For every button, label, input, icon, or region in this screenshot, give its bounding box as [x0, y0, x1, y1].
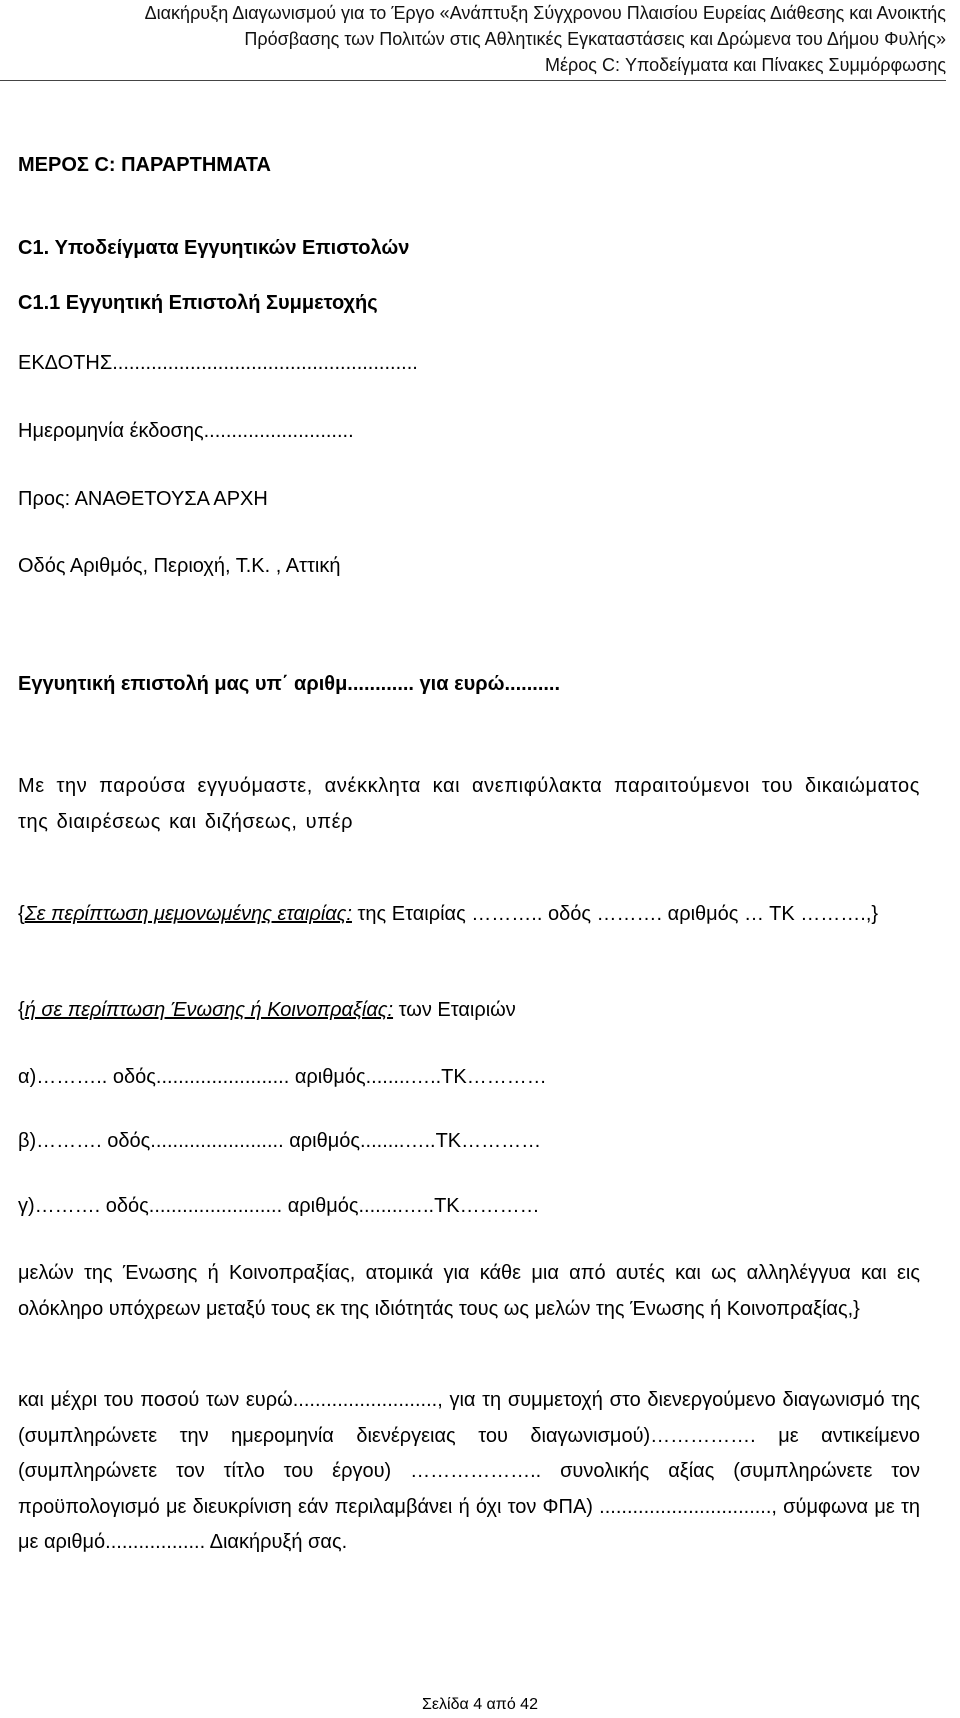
member-c: γ)………. οδός........................ αριθμός........…..ΤΚ………… — [18, 1195, 540, 1217]
amount-paragraph: και μέχρι του ποσού των ευρώ.........................., για τη συμμετοχή στο διενεργούμενο διαγωνισμό της (συμπληρώνετε την ημερομηνία διενέργειας του διαγωνισμού)……………. με αντικείμενο (συμπληρώνετε τον τίτλο του έργου) ……………….. συνολικής αξίας (συμπληρώνετε τον προϋπολογισμό με διευκρίνιση εάν περιλαμβάνει ή όχι τον ΦΠΑ) ..............................., σύμφωνα με τη με αριθμό.................. Διακήρυξή σας. — [18, 1389, 920, 1553]
header-line-1: Διακήρυξη Διαγωνισμού για το Έργο «Ανάπτυξη Σύγχρονου Πλαισίου Ευρείας Διάθεσης και Ανοικτής — [144, 3, 946, 23]
address-line: Οδός Αριθμός, Περιοχή, Τ.Κ. , Αττική — [18, 555, 341, 577]
consortium-text: των Εταιριών — [393, 999, 516, 1021]
brace-open: { — [18, 903, 25, 925]
subsection-title: C1. Υποδείγματα Εγγυητικών Επιστολών — [18, 237, 410, 259]
header-line-2: Πρόσβασης των Πολιτών στις Αθλητικές Εγκαταστάσεις και Δρώμενα του Δήμου Φυλής» — [244, 29, 946, 49]
issuer-line: ΕΚΔΟΤΗΣ....................................................... — [18, 352, 418, 374]
single-company-label: Σε περίπτωση μεμονωμένης εταιρίας: — [24, 903, 352, 925]
page-header — [0, 0, 946, 78]
single-company-text: της Εταιρίας ……….. οδός ………. αριθμός … ΤΚ ……….,} — [351, 903, 879, 925]
guarantee-heading: Εγγυητική επιστολή μας υπ΄ αριθμ............ για ευρώ.......... — [18, 673, 561, 695]
subsubsection-title: C1.1 Εγγυητική Επιστολή Συμμετοχής — [18, 292, 378, 314]
page-number: Σελίδα 4 από 42 — [422, 1696, 538, 1713]
single-company-clause — [18, 897, 920, 933]
section-title: ΜΕΡΟΣ C: ΠΑΡΑΡΤΗΜΑΤΑ — [18, 154, 271, 176]
member-b: β)………. οδός........................ αριθμός........…..ΤΚ………… — [18, 1130, 542, 1152]
recipient-line: Προς: ΑΝΑΘΕΤΟΥΣΑ ΑΡΧΗ — [18, 488, 268, 510]
members-paragraph: μελών της Ένωσης ή Κοινοπραξίας, ατομικά για κάθε μια από αυτές και ως αλληλέγγυα και εις ολόκληρο υπόχρεων μεταξύ τους εκ της ιδιότητάς τους ως μελών της Ένωσης ή Κοινοπραξίας,} — [18, 1262, 920, 1320]
consortium-clause — [18, 997, 516, 1023]
issue-date-line: Ημερομηνία έκδοσης........................... — [18, 420, 354, 442]
member-a: α)……….. οδός........................ αριθμός........…..ΤΚ………… — [18, 1066, 547, 1088]
brace-open: { — [18, 999, 25, 1021]
intro-paragraph: Με την παρούσα εγγυόμαστε, ανέκκλητα και ανεπιφύλακτα παραιτούμενοι του δικαιώματος της διαιρέσεως και διζήσεως, υπέρ — [18, 775, 920, 833]
header-divider — [0, 80, 946, 81]
consortium-label: ή σε περίπτωση Ένωσης ή Κοινοπραξίας: — [24, 999, 394, 1021]
header-line-3: Μέρος C: Υποδείγματα και Πίνακες Συμμόρφωσης — [545, 55, 946, 75]
